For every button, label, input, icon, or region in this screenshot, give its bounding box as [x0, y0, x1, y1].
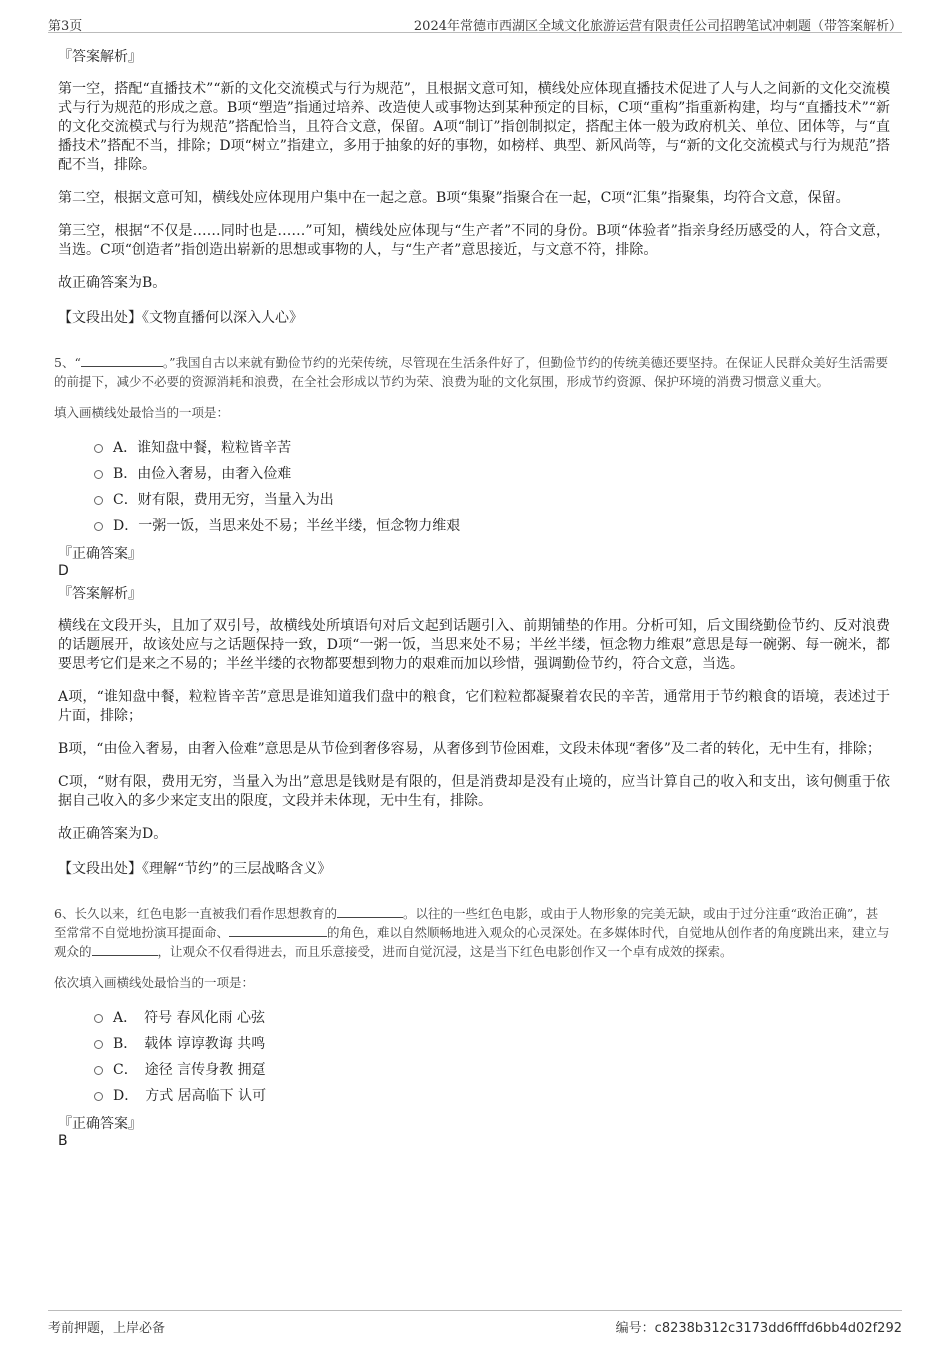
- main-content: [54, 46, 890, 1153]
- radio-icon[interactable]: [94, 444, 103, 453]
- document-title: 2024年常德市西湖区全域文化旅游运营有限责任公司招聘笔试冲刺题（带答案解析）: [413, 19, 902, 34]
- page-number: 第3页: [48, 19, 83, 34]
- q5-text: 。”我国自古以来就有勤俭节约的光荣传统，尽管现在生活条件好了，但勤俭节约的传统美德还要坚持。在保证人民群众美好生活需要的前提下，减少不必要的资源消耗和浪费，在全社会形成以节约为荣、浪费为耻的文化氛围，形成节约资源、保护环境的消费习惯意义重大。: [54, 355, 888, 389]
- q5-source: 【文段出处】《理解“节约”的三层战略含义》: [58, 861, 332, 877]
- radio-icon[interactable]: [94, 1040, 103, 1049]
- q5-analysis-label: 『答案解析』: [58, 586, 142, 602]
- q6-option-c-label: C． 途径 言传身教 拥趸: [113, 1062, 266, 1078]
- q6-option-a-label: A． 符号 春风化雨 心弦: [113, 1010, 266, 1026]
- q6-options: [94, 1005, 890, 1109]
- q5-conclusion: 故正确答案为D。: [58, 826, 168, 842]
- page-header: [48, 12, 902, 33]
- footer-slogan: 考前押题，上岸必备: [48, 1321, 166, 1336]
- q6-option-c[interactable]: [94, 1057, 890, 1083]
- radio-icon[interactable]: [94, 522, 103, 531]
- q5-analysis-para-1: 横线在文段开头，且加了双引号，故横线处所填语句对后文起到话题引入、前期铺垫的作用。分析可知，后文围绕勤俭节约、反对浪费的话题展开，故该处应与之话题保持一致，D项“一粥一饭，当思来处不易；半丝半缕，恒念物力维艰”意思是每一碗粥、每一碗米，都要思考它们是来之不易的；半丝半缕的衣物都要想到物力的艰难而加以珍惜，强调勤俭节约，符合文意，当选。: [58, 618, 890, 672]
- q6-text-2: 。以往的一些红色电影，或由于人物形象的完美无缺，或由于过分注重“政治正确”，甚至常常不自觉地扮演耳提面命、: [54, 906, 879, 940]
- q6-stem: [54, 904, 890, 961]
- radio-icon[interactable]: [94, 496, 103, 505]
- q6-answer: B: [58, 1133, 68, 1149]
- q4-analysis-para-1: 第一空，搭配“直播技术”“新的文化交流模式与行为规范”，且根据文意可知，横线处应体现直播技术促进了人与人之间新的文化交流模式与行为规范的形成之意。B项“塑造”指通过培养、改造使人或事物达到某种预定的目标，C项“重构”指重新构建，均与“直播技术”“新的文化交流模式与行为规范”搭配恰当，且符合文意，保留。A项“制订”指创制拟定，搭配主体一般为政府机关、单位、团体等，与“直播技术”搭配不当，排除；D项“树立”指建立，多用于抽象的好的事物，如榜样、典型、新风尚等，与“新的文化交流模式与行为规范”搭配不当，排除。: [58, 81, 890, 173]
- q4-conclusion: 故正确答案为B。: [58, 275, 167, 291]
- radio-icon[interactable]: [94, 470, 103, 479]
- q5-option-a-label: A．谁知盘中餐，粒粒皆辛苦: [113, 440, 292, 456]
- q6-blank-1: [337, 905, 403, 918]
- radio-icon[interactable]: [94, 1066, 103, 1075]
- q5-analysis-para-4: C项，“财有限，费用无穷，当量入为出”意思是钱财是有限的，但是消费却是没有止境的，应当计算自己的收入和支出，该句侧重于依据自己收入的多少来定支出的限度，文段并未体现，无中生有，排除。: [58, 774, 890, 809]
- q5-option-b-label: B．由俭入奢易，由奢入俭难: [113, 466, 292, 482]
- q5-stem: [54, 353, 890, 391]
- q5-analysis-para-3: B项，“由俭入奢易，由奢入俭难”意思是从节俭到奢侈容易，从奢侈到节俭困难，文段未体现“奢侈”及二者的转化，无中生有，排除；: [58, 741, 881, 757]
- q5-lead: 5、“: [54, 355, 81, 370]
- q5-blank: [81, 354, 163, 367]
- q5-instruction: 填入画横线处最恰当的一项是：: [54, 405, 230, 420]
- page-footer: [48, 1310, 902, 1335]
- q6-text-4: ，让观众不仅看得进去，而且乐意接受，进而自觉沉浸，这是当下红色电影创作又一个卓有成效的探索。: [157, 944, 733, 959]
- q6-text-1: 6、长久以来，红色电影一直被我们看作思想教育的: [54, 906, 337, 921]
- q5-answer-label: 『正确答案』: [58, 546, 142, 562]
- radio-icon[interactable]: [94, 1092, 103, 1101]
- q6-option-d[interactable]: [94, 1083, 890, 1109]
- q5-options: [94, 435, 890, 539]
- q6-option-d-label: D． 方式 居高临下 认可: [113, 1088, 267, 1104]
- q5-option-c-label: C．财有限，费用无穷，当量入为出: [113, 492, 334, 508]
- q6-option-b[interactable]: [94, 1031, 890, 1057]
- q4-analysis-para-3: 第三空，根据“不仅是……同时也是……”可知，横线处应体现与“生产者”不同的身份。B项“体验者”指亲身经历感受的人，符合文意，当选。C项“创造者”指创造出崭新的思想或事物的人，与“生产者”意思接近，与文意不符，排除。: [58, 223, 890, 258]
- q6-blank-3: [92, 943, 158, 956]
- radio-icon[interactable]: [94, 1014, 103, 1023]
- q5-answer: D: [58, 563, 69, 579]
- q5-analysis-para-2: A项，“谁知盘中餐，粒粒皆辛苦”意思是谁知道我们盘中的粮食，它们粒粒都凝聚着农民的辛苦，通常用于节约粮食的语境，表述过于片面，排除；: [58, 689, 890, 724]
- q6-option-a[interactable]: [94, 1005, 890, 1031]
- document-id: 编号：c8238b312c3173dd6fffd6bb4d02f292: [615, 1321, 902, 1336]
- q5-option-a[interactable]: [94, 435, 890, 461]
- q6-option-b-label: B． 载体 谆谆教诲 共鸣: [113, 1036, 266, 1052]
- q6-text-3: 的角色，难以自然顺畅地进入观众的心灵深处。在多媒体时代，自觉地从创作者的角度跳出来，建立与观众的: [54, 925, 890, 959]
- q4-source: 【文段出处】《文物直播何以深入人心》: [58, 310, 303, 326]
- q5-option-b[interactable]: [94, 461, 890, 487]
- q5-option-d-label: D．一粥一饭，当思来处不易；半丝半缕，恒念物力维艰: [113, 518, 461, 534]
- q6-blank-2: [229, 924, 327, 937]
- q6-answer-label: 『正确答案』: [58, 1116, 142, 1132]
- q4-analysis-label: 『答案解析』: [58, 49, 142, 65]
- q6-instruction: 依次填入画横线处最恰当的一项是：: [54, 975, 255, 990]
- q5-option-d[interactable]: [94, 513, 890, 539]
- q4-analysis-para-2: 第二空，根据文意可知，横线处应体现用户集中在一起之意。B项“集聚”指聚合在一起，C项“汇集”指聚集，均符合文意，保留。: [58, 190, 850, 206]
- q5-option-c[interactable]: [94, 487, 890, 513]
